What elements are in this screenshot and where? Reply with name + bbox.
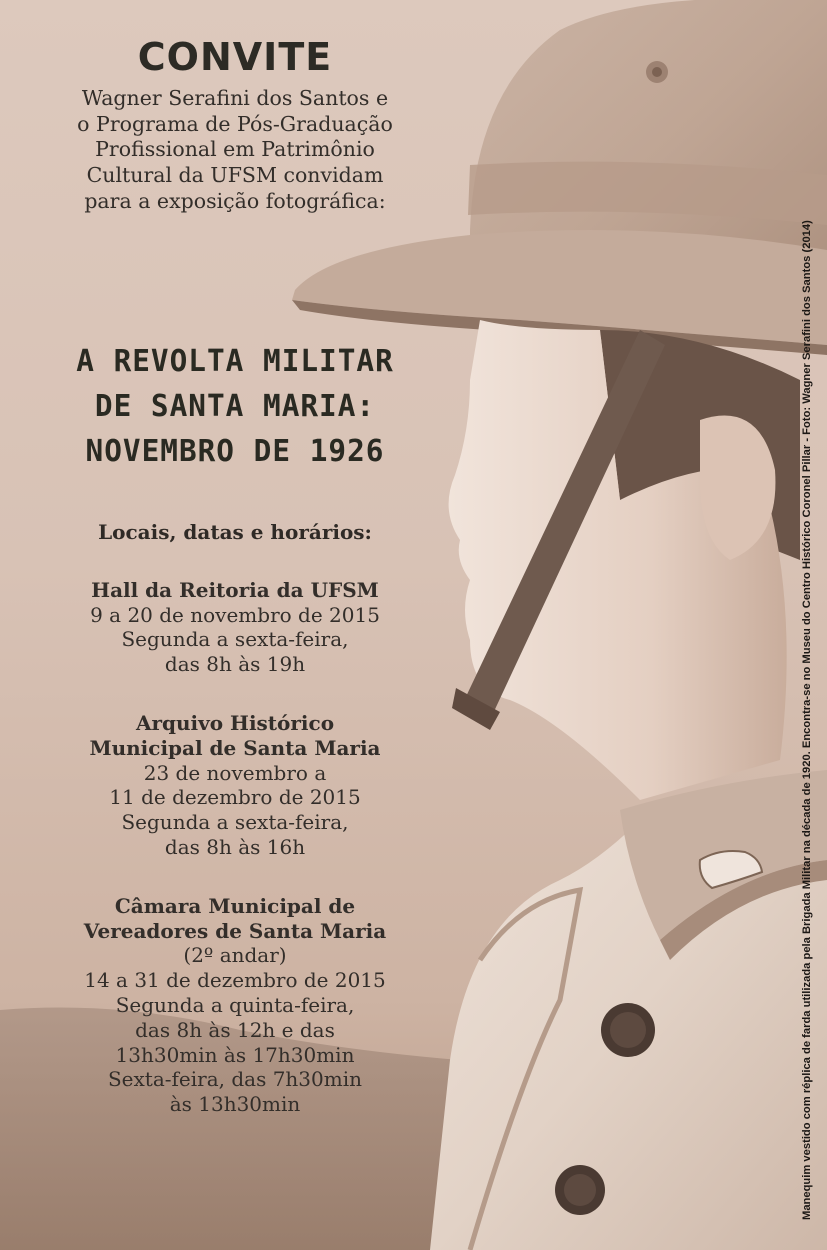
venue-detail: Sexta-feira, das 7h30min	[107, 1067, 362, 1092]
invitation-text	[20, 36, 450, 1117]
venue-detail: 9 a 20 de novembro de 2015	[90, 602, 380, 627]
venue-detail: 14 a 31 de dezembro de 2015	[84, 968, 386, 993]
venue-detail: Segunda a sexta-feira,	[121, 627, 349, 652]
venue-detail: 23 de novembro a	[143, 760, 327, 785]
venue-reitoria	[20, 578, 450, 677]
venue-name: Vereadores de Santa Maria	[83, 918, 387, 943]
venue-detail: das 8h às 12h e das	[135, 1017, 335, 1042]
venue-detail: 13h30min às 17h30min	[115, 1042, 355, 1067]
intro-line: Profissional em Patrimônio	[95, 137, 375, 162]
venue-name: Municipal de Santa Maria	[89, 735, 381, 760]
intro-line: para a exposição fotográfica:	[84, 189, 386, 213]
venue-detail: (2º andar)	[183, 943, 287, 968]
intro-line: Cultural da UFSM convidam	[86, 163, 384, 188]
venue-arquivo	[20, 711, 450, 860]
venue-detail: 11 de dezembro de 2015	[109, 785, 361, 810]
venue-name: Hall da Reitoria da UFSM	[91, 577, 379, 602]
exhibition-title-line: A REVOLTA MILITAR	[76, 343, 394, 379]
venue-detail: das 8h às 16h	[164, 835, 306, 859]
venue-name: Câmara Municipal de	[114, 893, 356, 918]
venue-detail: Segunda a sexta-feira,	[121, 810, 349, 835]
intro-line: o Programa de Pós-Graduação	[77, 111, 393, 136]
invitation-title: CONVITE	[137, 35, 333, 79]
exhibition-title-line: NOVEMBRO DE 1926	[85, 433, 385, 469]
exhibition-title-line: DE SANTA MARIA:	[94, 388, 376, 424]
invitation-intro	[20, 86, 450, 215]
venue-detail: das 8h às 19h	[164, 652, 306, 677]
venue-detail: às 13h30min	[169, 1092, 301, 1117]
exhibition-title	[24, 339, 445, 474]
venue-detail: Segunda a quinta-feira,	[115, 992, 355, 1017]
intro-line: Wagner Serafini dos Santos e	[81, 85, 389, 110]
photo-credit: Manequim vestido com réplica de farda utilizada pela Brigada Militar na década de 1920. Encontra-se no Museu do Centro Histórico Coronel Pillar - Foto: Wagner Serafini dos Santos (2014)	[801, 220, 813, 1220]
venue-name: Arquivo Histórico	[135, 711, 335, 736]
schedule-heading: Locais, datas e horários:	[98, 519, 372, 544]
venue-camara	[20, 894, 450, 1117]
